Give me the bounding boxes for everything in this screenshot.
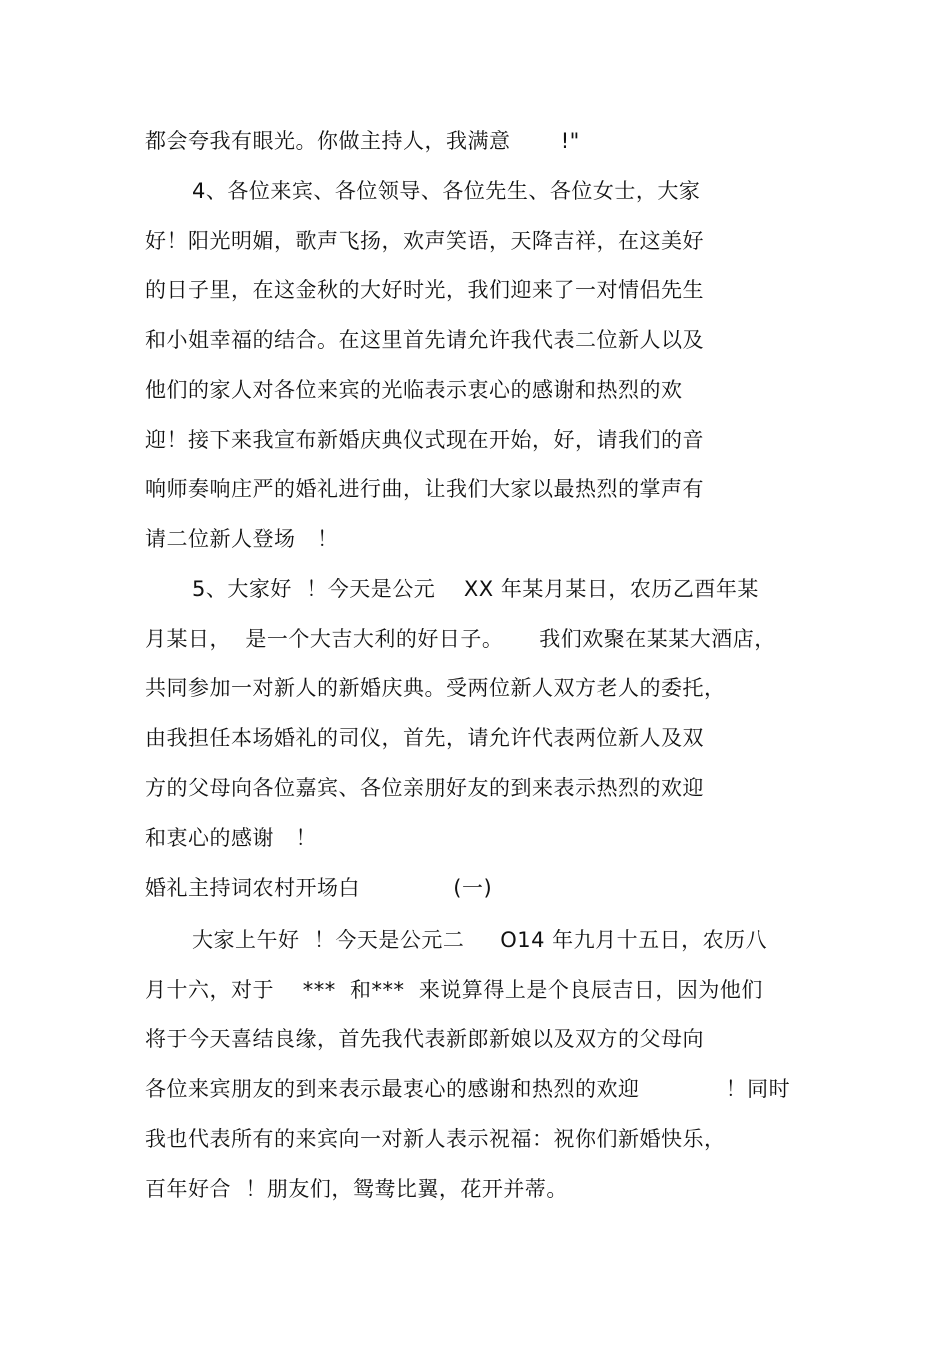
text-line: 百年好合 ！朋友们，鸳鸯比翼，花开并蒂。 [145,1177,568,1201]
text-line: 共同参加一对新人的新婚庆典。受两位新人双方老人的委托， [145,676,726,700]
text-line: 方的父母向各位嘉宾、各位亲朋好友的到来表示热烈的欢迎 [145,776,704,800]
text-line: 月十六，对于 *** 和*** 来说算得上是个良辰吉日，因为他们 [145,978,763,1002]
text-line: 各位来宾朋友的到来表示最衷心的感谢和热烈的欢迎 ！同时 [145,1077,791,1101]
text-line: 大家上午好 ！今天是公元二 O14 年九月十五日，农历八 [192,928,768,952]
text-line: 请二位新人登场 ！ [145,527,339,551]
text-line: 我也代表所有的来宾向一对新人表示祝福：祝你们新婚快乐， [145,1127,726,1151]
text-line: 由我担任本场婚礼的司仪，首先，请允许代表两位新人及双 [145,726,704,750]
text-line: 将于今天喜结良缘，首先我代表新郎新娘以及双方的父母向 [145,1027,704,1051]
text-line: 4、各位来宾、各位领导、各位先生、各位女士，大家 [192,179,701,203]
text-line: 迎！接下来我宣布新婚庆典仪式现在开始，好，请我们的音 [145,428,704,452]
text-line: 的日子里，在这金秋的大好时光，我们迎来了一对情侣先生 [145,278,704,302]
text-line: 他们的家人对各位来宾的光临表示衷心的感谢和热烈的欢 [145,378,683,402]
text-line: 都会夸我有眼光。你做主持人，我满意 !" [145,129,580,153]
text-line: 和衷心的感谢 ！ [145,826,318,850]
text-line: 和小姐幸福的结合。在这里首先请允许我代表二位新人以及 [145,328,704,352]
text-line: 响师奏响庄严的婚礼进行曲，让我们大家以最热烈的掌声有 [145,477,704,501]
section-heading: 婚礼主持词农村开场白 (一) [145,876,493,900]
text-line: 5、大家好 ！今天是公元 XX 年某月某日，农历乙酉年某 [192,577,759,601]
text-line: 好！阳光明媚，歌声飞扬，欢声笑语，天降吉祥，在这美好 [145,229,704,253]
text-line: 月某日， 是一个大吉大利的好日子。 我们欢聚在某某大酒店， [145,627,776,651]
